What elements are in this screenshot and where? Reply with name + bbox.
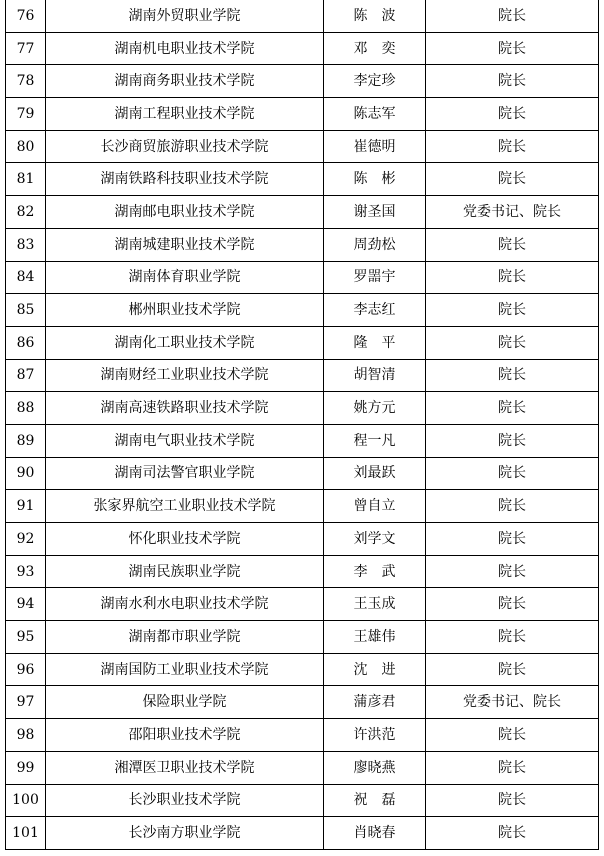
position-title-cell: 院长 — [426, 130, 599, 163]
school-name-cell: 湖南司法警官职业学院 — [46, 457, 324, 490]
school-name-cell: 长沙职业技术学院 — [46, 784, 324, 817]
school-name-cell: 湖南水利水电职业技术学院 — [46, 588, 324, 621]
person-name-cell: 李志红 — [324, 294, 426, 327]
school-name-cell: 湖南化工职业技术学院 — [46, 326, 324, 359]
position-title-cell: 院长 — [426, 817, 599, 850]
table-row — [6, 326, 599, 359]
school-name-cell: 郴州职业技术学院 — [46, 294, 324, 327]
row-number-cell: 101 — [6, 817, 46, 850]
table-row — [6, 424, 599, 457]
position-title-cell: 院长 — [426, 490, 599, 523]
person-name-cell: 崔德明 — [324, 130, 426, 163]
row-number-cell: 100 — [6, 784, 46, 817]
school-name-cell: 湖南财经工业职业技术学院 — [46, 359, 324, 392]
row-number-cell: 80 — [6, 130, 46, 163]
table-row — [6, 686, 599, 719]
school-name-cell: 湘潭医卫职业技术学院 — [46, 751, 324, 784]
row-number-cell: 79 — [6, 98, 46, 131]
school-name-cell: 保险职业学院 — [46, 686, 324, 719]
row-number-cell: 81 — [6, 163, 46, 196]
table-body — [6, 0, 599, 849]
person-name-cell: 祝 磊 — [324, 784, 426, 817]
person-name-cell: 周劲松 — [324, 228, 426, 261]
row-number-cell: 93 — [6, 555, 46, 588]
school-name-cell: 湖南电气职业技术学院 — [46, 424, 324, 457]
school-name-cell: 张家界航空工业职业技术学院 — [46, 490, 324, 523]
position-title-cell: 院长 — [426, 359, 599, 392]
table-row — [6, 392, 599, 425]
position-title-cell: 院长 — [426, 523, 599, 556]
position-title-cell: 院长 — [426, 65, 599, 98]
person-name-cell: 陈 彬 — [324, 163, 426, 196]
row-number-cell: 90 — [6, 457, 46, 490]
table-row — [6, 98, 599, 131]
school-name-cell: 湖南工程职业技术学院 — [46, 98, 324, 131]
position-title-cell: 院长 — [426, 261, 599, 294]
position-title-cell: 党委书记、院长 — [426, 686, 599, 719]
person-name-cell: 陈志军 — [324, 98, 426, 131]
school-name-cell: 湖南商务职业技术学院 — [46, 65, 324, 98]
row-number-cell: 98 — [6, 719, 46, 752]
table-row — [6, 817, 599, 850]
position-title-cell: 院长 — [426, 228, 599, 261]
person-name-cell: 陈 波 — [324, 0, 426, 32]
person-name-cell: 刘学文 — [324, 523, 426, 556]
table-row — [6, 555, 599, 588]
person-name-cell: 程一凡 — [324, 424, 426, 457]
table-row — [6, 0, 599, 32]
person-name-cell: 胡智清 — [324, 359, 426, 392]
school-name-cell: 湖南城建职业技术学院 — [46, 228, 324, 261]
row-number-cell: 85 — [6, 294, 46, 327]
table-row — [6, 751, 599, 784]
row-number-cell: 76 — [6, 0, 46, 32]
table-row — [6, 32, 599, 65]
person-name-cell: 沈 进 — [324, 653, 426, 686]
person-name-cell: 罗噐宇 — [324, 261, 426, 294]
table-row — [6, 653, 599, 686]
table-row — [6, 196, 599, 229]
position-title-cell: 院长 — [426, 326, 599, 359]
position-title-cell: 院长 — [426, 719, 599, 752]
table-row — [6, 261, 599, 294]
table-row — [6, 490, 599, 523]
school-name-cell: 湖南高速铁路职业技术学院 — [46, 392, 324, 425]
table-row — [6, 65, 599, 98]
position-title-cell: 党委书记、院长 — [426, 196, 599, 229]
person-name-cell: 肖晓春 — [324, 817, 426, 850]
position-title-cell: 院长 — [426, 784, 599, 817]
table-row — [6, 719, 599, 752]
row-number-cell: 91 — [6, 490, 46, 523]
school-name-cell: 湖南民族职业学院 — [46, 555, 324, 588]
person-name-cell: 王玉成 — [324, 588, 426, 621]
row-number-cell: 86 — [6, 326, 46, 359]
table-row — [6, 359, 599, 392]
school-name-cell: 湖南机电职业技术学院 — [46, 32, 324, 65]
table-row — [6, 621, 599, 654]
table-row — [6, 457, 599, 490]
school-name-cell: 湖南邮电职业技术学院 — [46, 196, 324, 229]
row-number-cell: 92 — [6, 523, 46, 556]
position-title-cell: 院长 — [426, 751, 599, 784]
person-name-cell: 廖晓燕 — [324, 751, 426, 784]
person-name-cell: 蒲彦君 — [324, 686, 426, 719]
position-title-cell: 院长 — [426, 621, 599, 654]
position-title-cell: 院长 — [426, 588, 599, 621]
row-number-cell: 94 — [6, 588, 46, 621]
row-number-cell: 77 — [6, 32, 46, 65]
person-name-cell: 王雄伟 — [324, 621, 426, 654]
position-title-cell: 院长 — [426, 163, 599, 196]
row-number-cell: 83 — [6, 228, 46, 261]
person-name-cell: 姚方元 — [324, 392, 426, 425]
person-name-cell: 曾自立 — [324, 490, 426, 523]
school-name-cell: 湖南都市职业学院 — [46, 621, 324, 654]
row-number-cell: 88 — [6, 392, 46, 425]
row-number-cell: 99 — [6, 751, 46, 784]
table-row — [6, 130, 599, 163]
table-row — [6, 784, 599, 817]
position-title-cell: 院长 — [426, 0, 599, 32]
table-row — [6, 588, 599, 621]
school-name-cell: 怀化职业技术学院 — [46, 523, 324, 556]
position-title-cell: 院长 — [426, 653, 599, 686]
school-name-cell: 湖南国防工业职业技术学院 — [46, 653, 324, 686]
school-name-cell: 长沙南方职业学院 — [46, 817, 324, 850]
position-title-cell: 院长 — [426, 424, 599, 457]
table-row — [6, 294, 599, 327]
row-number-cell: 96 — [6, 653, 46, 686]
table-row — [6, 523, 599, 556]
table-row — [6, 163, 599, 196]
person-name-cell: 许洪范 — [324, 719, 426, 752]
person-name-cell: 刘最跃 — [324, 457, 426, 490]
row-number-cell: 82 — [6, 196, 46, 229]
position-title-cell: 院长 — [426, 294, 599, 327]
person-name-cell: 邓 奕 — [324, 32, 426, 65]
school-name-cell: 湖南体育职业学院 — [46, 261, 324, 294]
row-number-cell: 95 — [6, 621, 46, 654]
school-name-cell: 邵阳职业技术学院 — [46, 719, 324, 752]
position-title-cell: 院长 — [426, 32, 599, 65]
row-number-cell: 89 — [6, 424, 46, 457]
school-name-cell: 湖南铁路科技职业技术学院 — [46, 163, 324, 196]
person-name-cell: 隆 平 — [324, 326, 426, 359]
table-row — [6, 228, 599, 261]
row-number-cell: 87 — [6, 359, 46, 392]
person-name-cell: 李定珍 — [324, 65, 426, 98]
row-number-cell: 78 — [6, 65, 46, 98]
school-name-cell: 湖南外贸职业学院 — [46, 0, 324, 32]
personnel-table — [5, 0, 599, 850]
position-title-cell: 院长 — [426, 98, 599, 131]
person-name-cell: 李 武 — [324, 555, 426, 588]
position-title-cell: 院长 — [426, 555, 599, 588]
person-name-cell: 谢圣国 — [324, 196, 426, 229]
row-number-cell: 97 — [6, 686, 46, 719]
position-title-cell: 院长 — [426, 457, 599, 490]
row-number-cell: 84 — [6, 261, 46, 294]
school-name-cell: 长沙商贸旅游职业技术学院 — [46, 130, 324, 163]
position-title-cell: 院长 — [426, 392, 599, 425]
